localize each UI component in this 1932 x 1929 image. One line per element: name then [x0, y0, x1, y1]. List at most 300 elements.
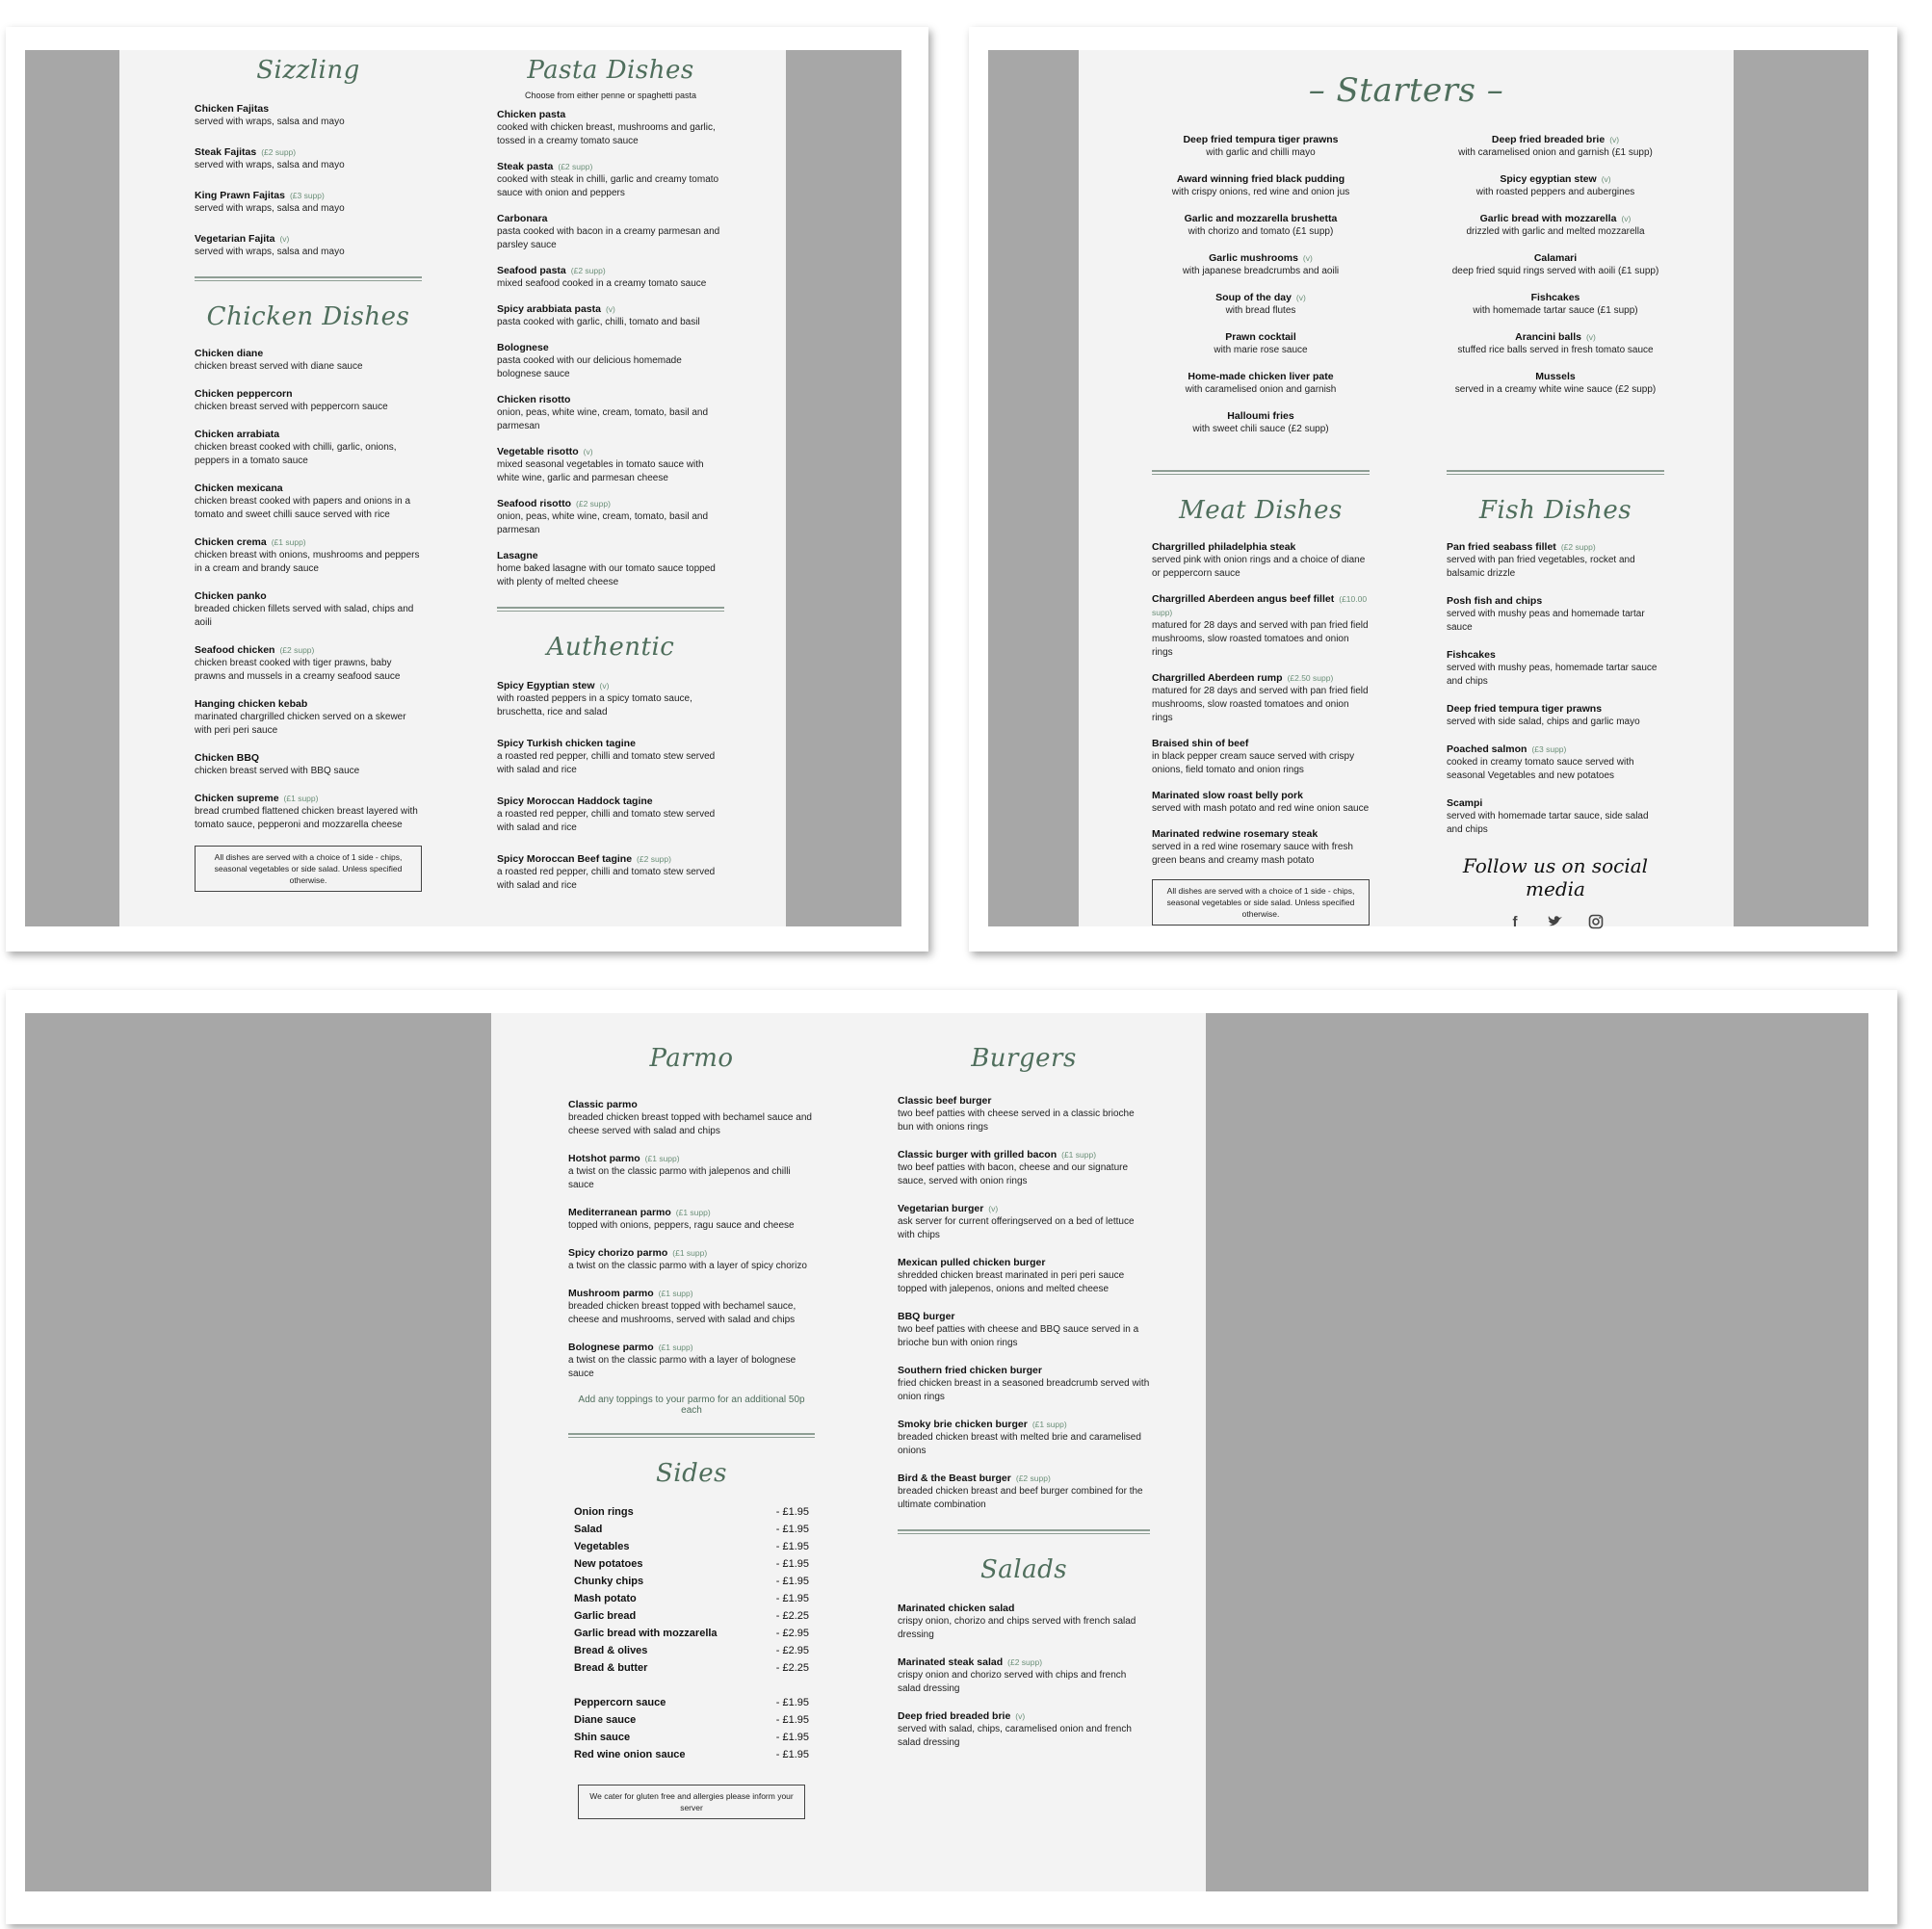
menu-item-title: Lasagne	[497, 550, 538, 561]
side-price: - £2.25	[775, 1610, 809, 1622]
menu-item-description: mixed seafood cooked in a creamy tomato sauce	[497, 278, 707, 289]
menu-item-title: Steak pasta	[497, 161, 554, 172]
menu-item-title: Seafood chicken	[195, 644, 275, 656]
menu-item-supplement: (v)	[1015, 1711, 1026, 1721]
menu-item-description: onion, peas, white wine, cream, tomato, basil and parmesan	[497, 407, 709, 431]
menu-item-name	[497, 852, 724, 866]
menu-item-title: Chicken pasta	[497, 109, 566, 120]
menu-item-description: served with side salad, chips and garlic mayo	[1447, 717, 1640, 727]
menu-item-description: served in a red wine rosemary sauce with fresh green beans and creamy mash potato	[1152, 842, 1353, 866]
side-name: Shin sauce	[574, 1732, 631, 1743]
menu-item	[1152, 789, 1370, 816]
starters-left-list	[1152, 133, 1370, 436]
menu-item-title: Spicy Egyptian stew	[497, 680, 595, 691]
menu-item-description: with sweet chili sauce (£2 supp)	[1192, 424, 1329, 434]
menu-item-description: a twist on the classic parmo with a layer of spicy chorizo	[568, 1261, 807, 1271]
menu-item	[1152, 671, 1370, 725]
menu-item	[1152, 827, 1370, 868]
menu-item-name	[1447, 330, 1664, 344]
menu-item-title: Mushroom parmo	[568, 1288, 654, 1299]
menu-item-description: with homemade tartar sauce (£1 supp)	[1473, 305, 1638, 316]
instagram-icon[interactable]	[1586, 912, 1606, 931]
menu-item	[568, 1246, 815, 1273]
menu-item-title: Chicken crema	[195, 536, 267, 548]
section-title-sides: Sides	[656, 1459, 727, 1488]
spacer	[568, 1677, 815, 1694]
menu-item-name	[1152, 172, 1370, 186]
menu-item-description: served pink with onion rings and a choice of diane or peppercorn sauce	[1152, 555, 1366, 579]
side-name: Vegetables	[574, 1541, 630, 1552]
menu-item-title: Chicken Fajitas	[195, 103, 270, 115]
menu-item-title: Scampi	[1447, 797, 1483, 809]
page-1-right-column	[497, 56, 724, 910]
fish-column	[1447, 470, 1664, 931]
menu-item-title: Pan fried seabass fillet	[1447, 541, 1556, 553]
menu-item-name	[568, 1098, 815, 1111]
menu-item-title: Garlic and mozzarella brushetta	[1184, 213, 1338, 224]
menu-item-title: Mussels	[1535, 371, 1576, 382]
menu-item	[195, 102, 422, 129]
menu-item-supplement: (£2 supp)	[1007, 1657, 1043, 1667]
menu-item-name	[195, 535, 422, 549]
side-name: Bread & olives	[574, 1645, 648, 1656]
side-row	[574, 1555, 809, 1573]
menu-item-name	[1447, 796, 1664, 810]
menu-item	[1447, 370, 1664, 397]
menu-item	[1152, 330, 1370, 357]
menu-item	[497, 341, 724, 381]
menu-item-supplement: (£2 supp)	[261, 147, 297, 157]
menu-item-title: Classic parmo	[568, 1099, 638, 1110]
starters-left-column	[1152, 133, 1370, 449]
menu-item	[195, 535, 422, 576]
side-name: Chunky chips	[574, 1576, 644, 1587]
menu-item-name	[898, 1094, 1150, 1108]
menu-item-description: served with wraps, salsa and mayo	[195, 117, 345, 127]
menu-item-description: pasta cooked with our delicious homemade bolognese sauce	[497, 355, 682, 379]
menu-item-title: Spicy egyptian stew	[1500, 173, 1597, 185]
burgers-list	[898, 1094, 1150, 1512]
menu-item-supplement: (£1 supp)	[672, 1248, 708, 1258]
menu-item-supplement: (v)	[1621, 214, 1632, 223]
menu-item-name	[497, 341, 724, 354]
page-3-left-column	[568, 1044, 815, 1819]
facebook-icon[interactable]: f	[1512, 913, 1518, 930]
side-price: - £1.95	[775, 1506, 809, 1518]
menu-item-description: cooked with chicken breast, mushrooms and garlic, tossed in a creamy tomato sauce	[497, 122, 716, 146]
menu-item-name	[1152, 370, 1370, 383]
menu-item-title: Chicken supreme	[195, 793, 279, 804]
menu-item-supplement: (£1 supp)	[658, 1289, 693, 1298]
menu-item-name	[1447, 540, 1664, 554]
menu-item-description: chicken breast served with peppercorn sauce	[195, 402, 388, 412]
menu-item	[195, 792, 422, 832]
starters-title: Starters	[1336, 71, 1476, 110]
menu-item-title: Spicy Turkish chicken tagine	[497, 738, 636, 749]
menu-item-name	[568, 1246, 815, 1260]
menu-item-name	[568, 1206, 815, 1219]
menu-item-description: breaded chicken breast topped with bechamel sauce and cheese served with salad and chips	[568, 1112, 812, 1136]
menu-item-name	[195, 232, 422, 246]
menu-item-name	[497, 302, 724, 316]
starters-right-list	[1447, 133, 1664, 397]
menu-item-title: Marinated chicken salad	[898, 1603, 1015, 1614]
menu-item-description: chicken breast served with diane sauce	[195, 361, 363, 372]
menu-item	[898, 1709, 1150, 1750]
menu-item-name	[898, 1364, 1150, 1377]
menu-item-title: Seafood pasta	[497, 265, 566, 276]
menu-item-title: Marinated slow roast belly pork	[1152, 790, 1303, 801]
menu-item	[497, 445, 724, 485]
menu-item-title: Chicken arrabiata	[195, 429, 280, 440]
menu-item-title: Deep fried tempura tiger prawns	[1183, 134, 1339, 145]
social-icons	[1447, 912, 1664, 931]
section-title-salads: Salads	[979, 1555, 1068, 1584]
menu-item-name	[898, 1310, 1150, 1323]
menu-item-name	[898, 1148, 1150, 1161]
menu-item-supplement: (£2 supp)	[576, 499, 611, 508]
menu-item	[497, 549, 724, 589]
menu-item-description: with chorizo and tomato (£1 supp)	[1188, 226, 1334, 237]
menu-item-description: pasta cooked with bacon in a creamy parmesan and parsley sauce	[497, 226, 720, 250]
section-divider	[497, 607, 724, 612]
side-price: - £1.95	[775, 1749, 809, 1760]
side-price: - £1.95	[775, 1558, 809, 1570]
menu-item-description: breaded chicken breast with melted brie and caramelised onions	[898, 1432, 1141, 1456]
menu-item-title: Bolognese	[497, 342, 549, 353]
menu-item-name	[497, 108, 724, 121]
menu-item	[898, 1256, 1150, 1296]
menu-item-description: pasta cooked with garlic, chilli, tomato and basil	[497, 317, 700, 327]
menu-item-title: Deep fried breaded brie	[1491, 134, 1606, 145]
menu-item-supplement: (£10.00 supp)	[1152, 594, 1368, 617]
menu-item	[1447, 133, 1664, 160]
menu-item	[1152, 291, 1370, 318]
menu-item-name	[497, 264, 724, 277]
menu-item-title: Vegetarian Fajita	[195, 233, 275, 245]
menu-item	[195, 643, 422, 684]
allergy-note: We cater for gluten free and allergies please inform your server	[578, 1785, 805, 1819]
menu-item-description: chicken breast with onions, mushrooms and peppers in a cream and brandy sauce	[195, 550, 420, 574]
menu-item-supplement: (£2 supp)	[1015, 1473, 1051, 1483]
menu-item-name	[195, 697, 422, 711]
menu-item-title: Spicy Moroccan Beef tagine	[497, 853, 633, 865]
menu-item-name	[195, 102, 422, 116]
menu-item	[195, 482, 422, 522]
side-price: - £1.95	[775, 1524, 809, 1535]
menu-item-supplement: (£3 supp)	[1531, 744, 1567, 754]
menu-item-name	[1152, 330, 1370, 344]
side-row	[574, 1746, 809, 1763]
fish-dishes-list	[1447, 540, 1664, 837]
menu-item-name	[898, 1472, 1150, 1485]
menu-item-title: Deep fried tempura tiger prawns	[1447, 703, 1603, 715]
menu-item-title: Posh fish and chips	[1447, 595, 1543, 607]
menu-item-title: Marinated steak salad	[898, 1656, 1004, 1668]
menu-item	[1447, 212, 1664, 239]
menu-item-name	[1447, 370, 1664, 383]
menu-item-supplement: (£2 supp)	[570, 266, 606, 275]
sides-note: All dishes are served with a choice of 1 side - chips, seasonal vegetables or side salad. Unless specified otherwise.	[1152, 879, 1370, 925]
side-price: - £1.95	[775, 1541, 809, 1552]
menu-item	[898, 1310, 1150, 1350]
menu-item-description: with roasted peppers and aubergines	[1475, 187, 1635, 197]
menu-item-description: two beef patties with bacon, cheese and our signature sauce, served with onion rings	[898, 1162, 1129, 1186]
menu-item	[568, 1287, 815, 1327]
menu-item-name	[898, 1655, 1150, 1669]
section-title-chicken-dishes: Chicken Dishes	[206, 302, 410, 331]
section-divider	[195, 276, 422, 281]
menu-item-title: Mexican pulled chicken burger	[898, 1257, 1046, 1268]
menu-item-name	[1152, 409, 1370, 423]
menu-item-title: Classic beef burger	[898, 1095, 992, 1107]
menu-item-name	[568, 1341, 815, 1354]
menu-item-name	[898, 1602, 1150, 1615]
menu-item-name	[568, 1287, 815, 1300]
menu-item-name	[1447, 648, 1664, 662]
menu-item-name	[568, 1152, 815, 1165]
menu-item-description: chicken breast cooked with papers and onions in a tomato and sweet chilli sauce served with rice	[195, 496, 411, 520]
menu-item-supplement: (£1 supp)	[675, 1208, 711, 1217]
menu-item-supplement: (v)	[1609, 135, 1620, 144]
menu-item-title: Vegetable risotto	[497, 446, 579, 457]
menu-item	[1447, 291, 1664, 318]
menu-item-name	[195, 145, 422, 159]
menu-item	[497, 852, 724, 893]
side-price: - £1.95	[775, 1714, 809, 1726]
pasta-subtitle: Choose from either penne or spaghetti pasta	[524, 91, 697, 100]
menu-item-name	[898, 1418, 1150, 1431]
side-row	[574, 1694, 809, 1711]
menu-item-description: served in a creamy white wine sauce (£2 supp)	[1454, 384, 1657, 395]
menu-item-name	[195, 189, 422, 202]
side-name: Salad	[574, 1524, 603, 1535]
menu-item-title: Garlic mushrooms	[1209, 252, 1298, 264]
menu-item-description: home baked lasagne with our tomato sauce topped with plenty of melted cheese	[497, 563, 716, 587]
menu-item-description: a twist on the classic parmo with a layer of bolognese sauce	[568, 1355, 796, 1379]
menu-item-description: chicken breast served with BBQ sauce	[195, 766, 360, 776]
menu-item	[195, 589, 422, 630]
menu-item-description: served with pan fried vegetables, rocket and balsamic drizzle	[1447, 555, 1635, 579]
menu-item	[898, 1418, 1150, 1458]
menu-item-title: Southern fried chicken burger	[898, 1365, 1042, 1376]
menu-item-supplement: (v)	[1302, 253, 1313, 263]
menu-item-title: Chargrilled Aberdeen rump	[1152, 672, 1283, 684]
menu-item-description: served with wraps, salsa and mayo	[195, 160, 345, 170]
side-row	[574, 1711, 809, 1729]
menu-item-title: BBQ burger	[898, 1311, 955, 1322]
menu-item-name	[1152, 592, 1370, 619]
menu-item-supplement: (v)	[988, 1204, 999, 1213]
follow-us-text: Follow us on social media	[1462, 854, 1649, 900]
menu-item-name	[497, 160, 724, 173]
menu-item-title: Chargrilled Aberdeen angus beef fillet	[1152, 593, 1335, 605]
side-row	[574, 1538, 809, 1555]
menu-item-title: Spicy Moroccan Haddock tagine	[497, 795, 653, 807]
menu-item-title: Chicken mexicana	[195, 482, 283, 494]
menu-item-description: with bread flutes	[1225, 305, 1296, 316]
menu-item-name	[497, 549, 724, 562]
menu-item-title: Spicy arabbiata pasta	[497, 303, 601, 315]
menu-item	[497, 212, 724, 252]
side-name: Bread & butter	[574, 1662, 648, 1674]
menu-item-description: topped with onions, peppers, ragu sauce and cheese	[568, 1220, 795, 1231]
menu-item-supplement: (£1 supp)	[1031, 1420, 1067, 1429]
menu-item-title: Soup of the day	[1215, 292, 1292, 303]
menu-item-title: Arancini balls	[1515, 331, 1581, 343]
menu-item-description: breaded chicken breast and beef burger combined for the ultimate combination	[898, 1486, 1143, 1510]
menu-item-name	[195, 792, 422, 805]
menu-item-name	[1152, 291, 1370, 304]
menu-item-description: in black pepper cream sauce served with crispy onions, field tomato and onion rings	[1152, 751, 1355, 775]
section-divider	[1447, 470, 1664, 475]
menu-item-name	[1447, 133, 1664, 146]
side-price: - £2.95	[775, 1628, 809, 1639]
menu-item	[497, 737, 724, 777]
section-title-authentic: Authentic	[546, 633, 675, 662]
menu-item	[1152, 370, 1370, 397]
menu-item-title: Fishcakes	[1530, 292, 1580, 303]
menu-item	[195, 189, 422, 216]
section-title-parmo: Parmo	[649, 1044, 734, 1073]
side-price: - £1.95	[775, 1576, 809, 1587]
menu-item	[1152, 251, 1370, 278]
menu-item-title: Carbonara	[497, 213, 548, 224]
side-price: - £1.95	[775, 1697, 809, 1708]
menu-item	[898, 1094, 1150, 1134]
menu-item	[1447, 594, 1664, 635]
menu-item-name	[497, 737, 724, 750]
side-price: - £1.95	[775, 1593, 809, 1604]
menu-item-description: with crispy onions, red wine and onion jus	[1171, 187, 1350, 197]
side-price: - £2.25	[775, 1662, 809, 1674]
menu-item-supplement: (£3 supp)	[289, 191, 325, 200]
menu-item-name	[1447, 291, 1664, 304]
menu-item	[898, 1202, 1150, 1242]
menu-item	[568, 1098, 815, 1138]
menu-item	[1447, 743, 1664, 783]
menu-item-description: with caramelised onion and garnish (£1 supp)	[1458, 147, 1653, 158]
menu-item	[568, 1152, 815, 1192]
side-name: Peppercorn sauce	[574, 1697, 666, 1708]
section-divider	[1152, 470, 1370, 475]
menu-item-name	[195, 589, 422, 603]
sides-note: All dishes are served with a choice of 1 side - chips, seasonal vegetables or side salad. Unless specified otherwise.	[195, 846, 422, 892]
menu-item-name	[1152, 212, 1370, 225]
menu-item-name	[195, 387, 422, 401]
menu-item	[1447, 702, 1664, 729]
menu-item	[898, 1148, 1150, 1188]
menu-item-supplement: (£2 supp)	[558, 162, 593, 171]
menu-item-title: Chicken BBQ	[195, 752, 260, 764]
authentic-list	[497, 679, 724, 893]
menu-item	[1152, 409, 1370, 436]
menu-page-1	[6, 27, 928, 951]
section-divider	[568, 1433, 815, 1438]
menu-item-name	[898, 1256, 1150, 1269]
menu-item	[195, 347, 422, 374]
menu-item-title: Garlic bread with mozzarella	[1479, 213, 1617, 224]
menu-item-description: served with salad, chips, caramelised onion and french salad dressing	[898, 1724, 1132, 1748]
menu-item-description: deep fried squid rings served with aoili (£1 supp)	[1451, 266, 1659, 276]
menu-item	[497, 264, 724, 291]
section-title-sizzling: Sizzling	[256, 56, 360, 85]
section-title-pasta-dishes: Pasta Dishes	[527, 56, 694, 85]
menu-item-title: Chicken risotto	[497, 394, 571, 405]
menu-item-name	[1447, 594, 1664, 608]
menu-item-name	[497, 679, 724, 692]
pasta-dishes-list	[497, 108, 724, 589]
side-name: Diane sauce	[574, 1714, 637, 1726]
side-price: - £2.95	[775, 1645, 809, 1656]
menu-item-title: Vegetarian burger	[898, 1203, 984, 1214]
menu-item	[898, 1472, 1150, 1512]
side-name: Red wine onion sauce	[574, 1749, 686, 1760]
menu-item-description: served with wraps, salsa and mayo	[195, 247, 345, 257]
menu-item-description: breaded chicken breast topped with bechamel sauce, cheese and mushrooms, served with salad and chips	[568, 1301, 796, 1325]
menu-item-description: with japanese breadcrumbs and aoili	[1182, 266, 1340, 276]
menu-item-description: with roasted peppers in a spicy tomato sauce, bruschetta, rice and salad	[497, 693, 692, 717]
menu-item-description: fried chicken breast in a seasoned breadcrumb served with onion rings	[898, 1378, 1150, 1402]
section-title-meat-dishes: Meat Dishes	[1179, 496, 1343, 525]
meat-column	[1152, 470, 1370, 925]
menu-item-description: crispy onion, chorizo and chips served with french salad dressing	[898, 1616, 1136, 1640]
section-title-fish-dishes: Fish Dishes	[1478, 496, 1632, 525]
menu-item	[1447, 251, 1664, 278]
menu-item-name	[1447, 743, 1664, 756]
menu-item-title: Deep fried breaded brie	[898, 1710, 1011, 1722]
title-dash-right: –	[1475, 71, 1504, 110]
menu-item	[1152, 737, 1370, 777]
menu-item-title: Fishcakes	[1447, 649, 1496, 661]
menu-item-description: stuffed rice balls served in fresh tomato sauce	[1457, 345, 1654, 355]
menu-item-name	[1152, 251, 1370, 265]
menu-item-title: Bolognese parmo	[568, 1342, 654, 1353]
side-row	[574, 1607, 809, 1625]
parmo-list	[568, 1098, 815, 1381]
menu-item-name	[195, 482, 422, 495]
menu-item-title: Chargrilled philadelphia steak	[1152, 541, 1296, 553]
section-divider	[898, 1529, 1150, 1534]
side-row	[574, 1642, 809, 1659]
menu-item-name	[898, 1709, 1150, 1723]
menu-item-description: crispy onion and chorizo served with chips and french salad dressing	[898, 1670, 1127, 1694]
menu-item	[497, 393, 724, 433]
menu-item-description: served with mushy peas and homemade tartar sauce	[1447, 609, 1645, 633]
menu-item-description: a roasted red pepper, chilli and tomato stew served with salad and rice	[497, 751, 716, 775]
menu-item-title: Award winning fried black pudding	[1176, 173, 1345, 185]
menu-item-supplement: (£1 supp)	[271, 537, 306, 547]
menu-item-description: shredded chicken breast marinated in peri peri sauce topped with jalepenos, onions and melted cheese	[898, 1270, 1125, 1294]
menu-item-name	[195, 347, 422, 360]
menu-item-name	[1447, 251, 1664, 265]
menu-item-description: with garlic and chilli mayo	[1206, 147, 1316, 158]
menu-item-description: with caramelised onion and garnish	[1185, 384, 1337, 395]
menu-item-name	[1152, 540, 1370, 554]
menu-item	[898, 1364, 1150, 1404]
side-row	[574, 1625, 809, 1642]
menu-item-description: ask server for current offeringserved on a bed of lettuce with chips	[898, 1216, 1135, 1240]
menu-item-description: a twist on the classic parmo with jalepenos and chilli sauce	[568, 1166, 791, 1190]
menu-item-supplement: (£1 supp)	[644, 1154, 680, 1163]
menu-item	[1152, 172, 1370, 199]
menu-item-description: served with mushy peas, homemade tartar sauce and chips	[1447, 663, 1658, 687]
page-2-header	[1079, 71, 1734, 110]
twitter-icon[interactable]	[1546, 912, 1565, 931]
menu-item-name	[1447, 212, 1664, 225]
menu-item-supplement: (v)	[279, 234, 290, 244]
menu-item-supplement: (v)	[1295, 293, 1306, 302]
